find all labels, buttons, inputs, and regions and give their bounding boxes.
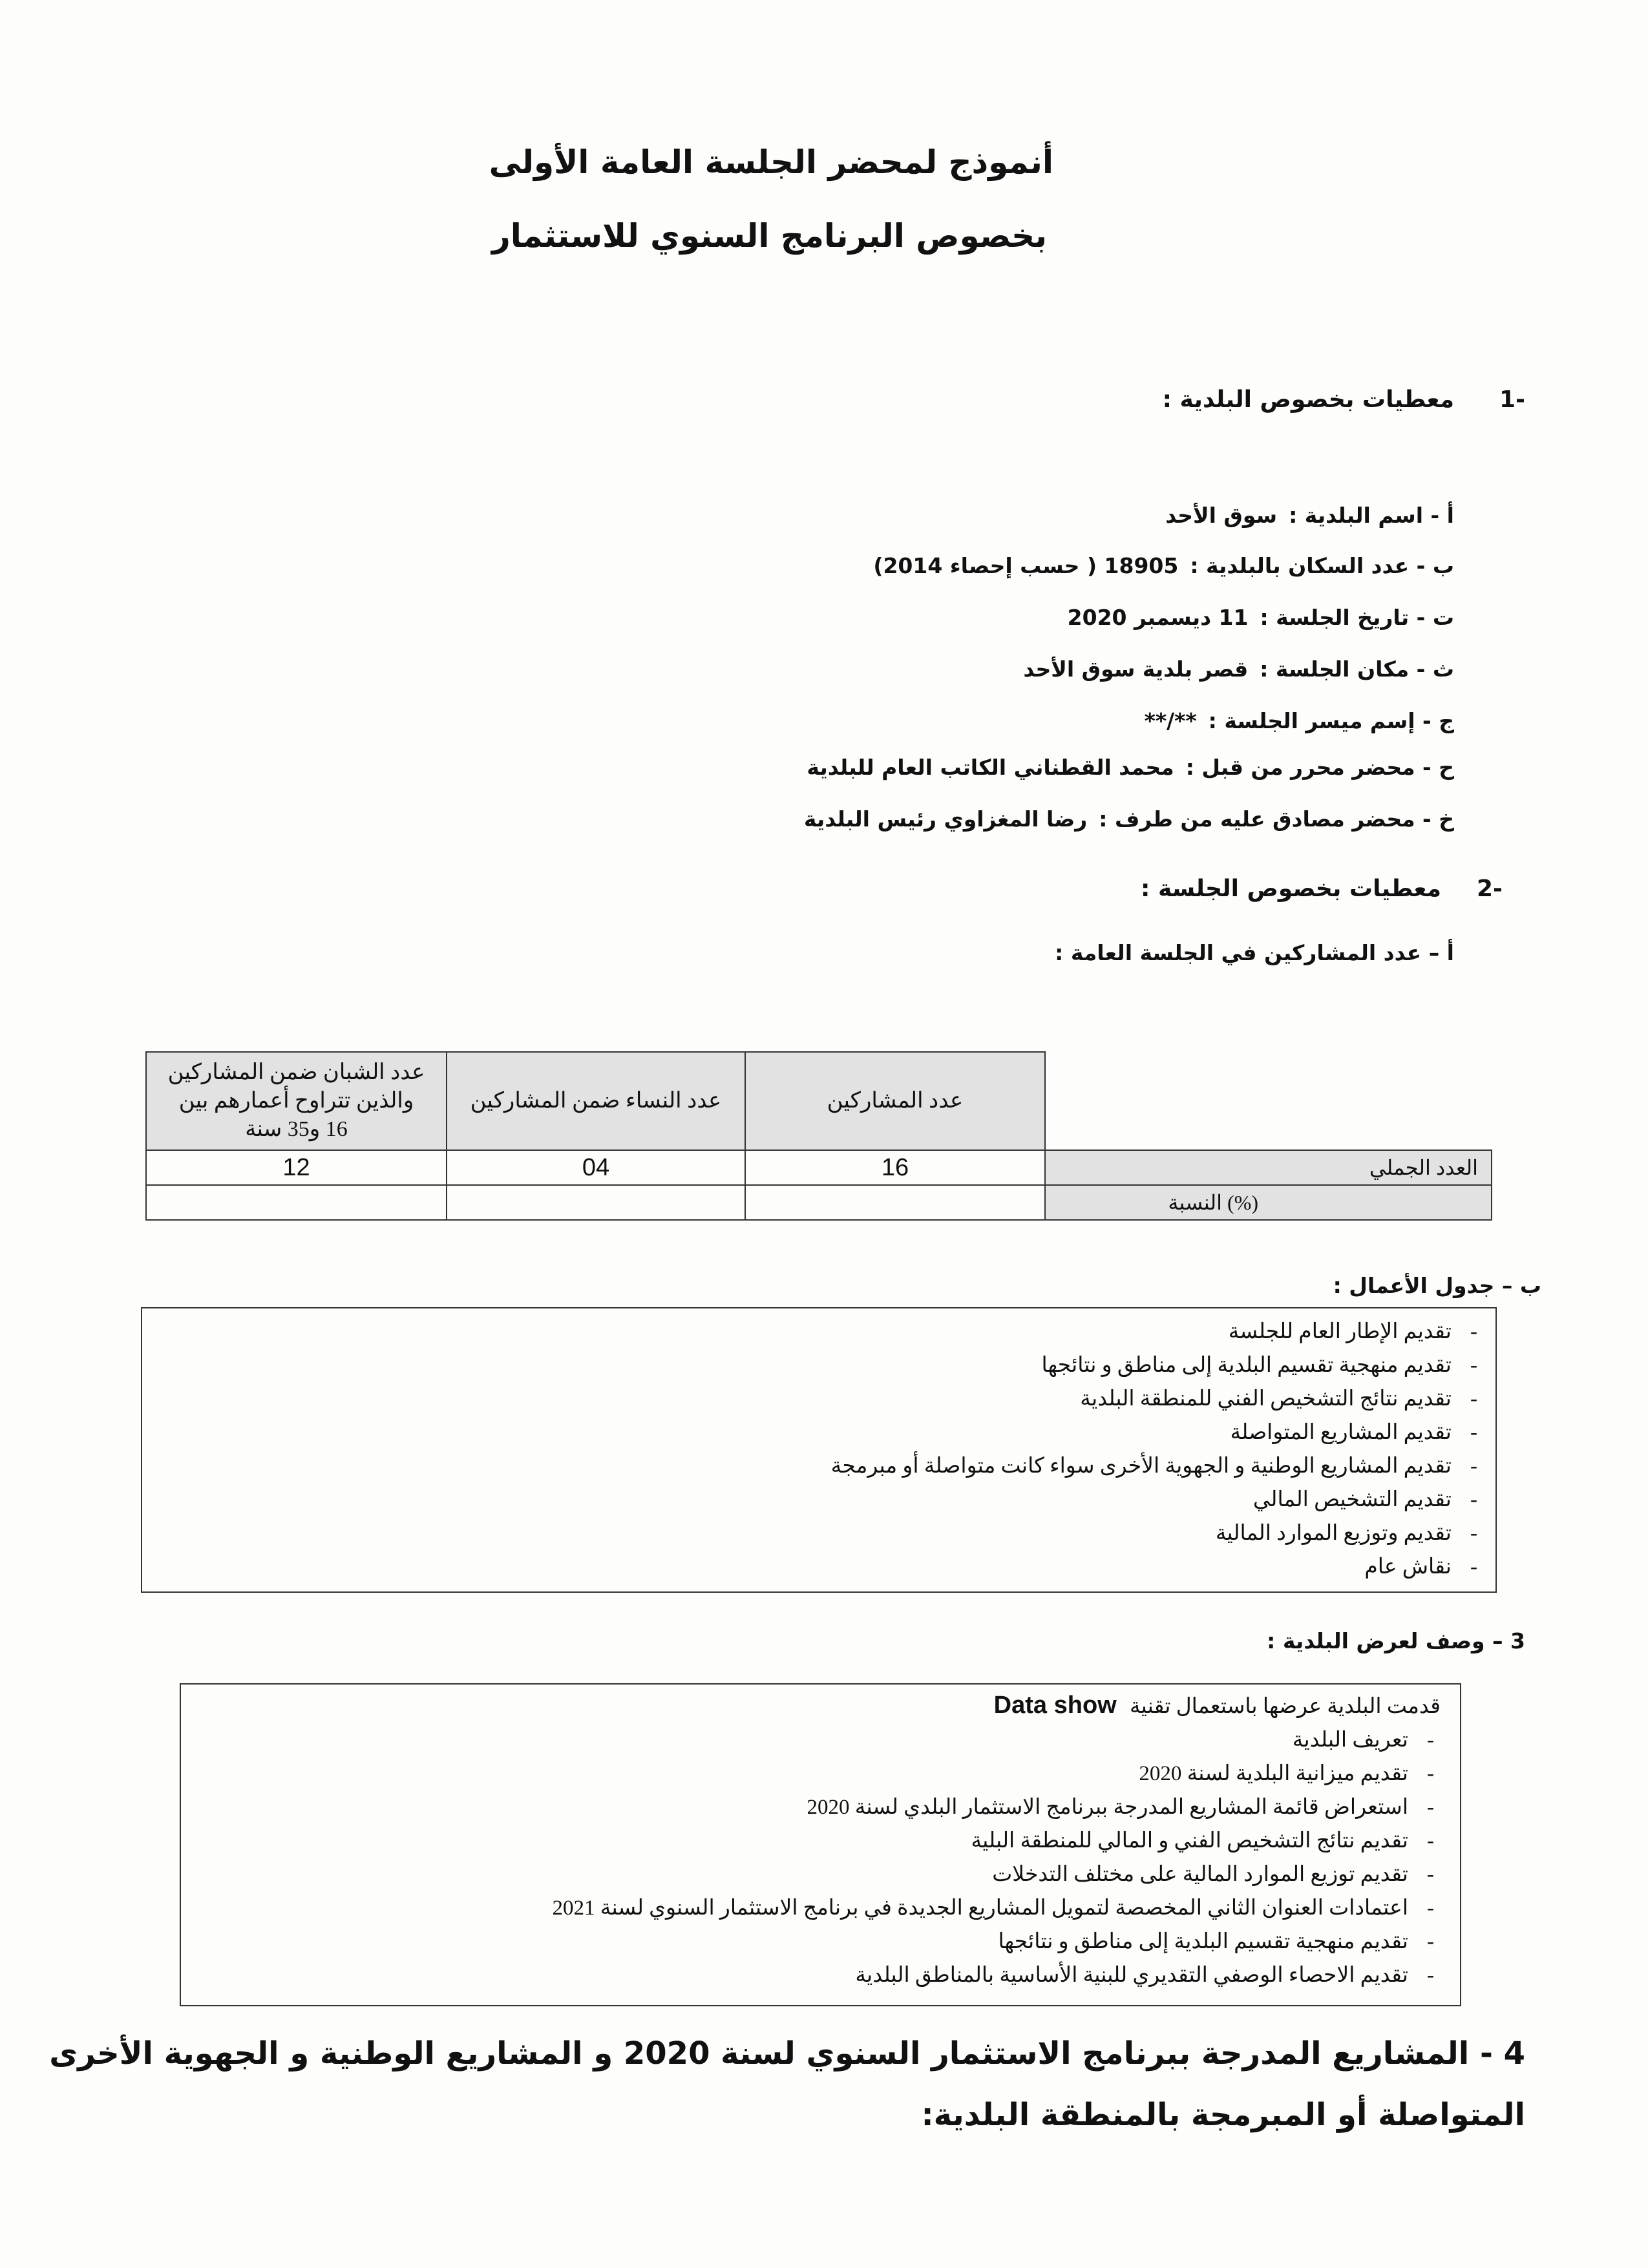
list-item: -تقديم ميزانية البلدية لسنة 2020 [1139,1762,1434,1785]
section2-number: -2 [1476,876,1503,902]
agenda-item-text: تقديم الإطار العام للجلسة [1228,1320,1452,1343]
info-value: قصر بلدية سوق الأحد [1023,656,1249,682]
info-written-by [807,755,1454,780]
agenda-item-text: نقاش عام [1364,1555,1452,1579]
section4-line1: 4 - المشاريع المدرجة ببرنامج الاستثمار السنوي لسنة 2020 و المشاريع الوطنية و الجهوية الأخرى [49,2035,1525,2072]
info-session-date [1068,605,1454,630]
agenda-item-text: تقديم نتائج التشخيص الفني للمنطقة البلدية [1080,1387,1452,1411]
info-session-place [1023,656,1454,682]
pct-youth [146,1185,447,1220]
section1-title: معطيات بخصوص البلدية : [1162,386,1454,413]
list-item: -تقديم منهجية تقسيم البلدية إلى مناطق و نتائجها [998,1930,1434,1953]
agenda-heading: ب – جدول الأعمال : [1333,1273,1541,1298]
list-item: -نقاش عام [1364,1555,1477,1579]
list-item: -تقديم المشاريع الوطنية و الجهوية الأخرى سواء كانت متواصلة أو مبرمجة [830,1454,1477,1478]
list-item: -تقديم نتائج التشخيص الفني و المالي للمنطقة البلية [971,1829,1434,1853]
table-row [146,1150,1492,1185]
info-label: خ - محضر مصادق عليه من طرف : [1099,806,1454,832]
list-item: -تقديم الاحصاء الوصفي التقديري للبنية الأساسية بالمناطق البلدية [855,1964,1434,1987]
section2-title: معطيات بخصوص الجلسة : [1141,876,1441,902]
header-youth [146,1052,447,1150]
info-municipality-name [1165,503,1454,528]
info-label: ح - محضر محرر من قبل : [1185,755,1454,780]
agenda-item-text: تقديم منهجية تقسيم البلدية إلى مناطق و نتائجها [1041,1354,1452,1377]
presentation-item-text: اعتمادات العنوان الثاني المخصصة لتمويل المشاريع الجديدة في برنامج الاستثمار السنوي لسنة 2021 [552,1896,1408,1920]
presentation-item-text: استعراض قائمة المشاريع المدرجة ببرنامج الاستثمار البلدي لسنة 2020 [807,1796,1408,1819]
info-value: رضا المغزاوي رئيس البلدية [803,806,1088,832]
header-blank [1045,1052,1492,1150]
info-population [873,553,1454,578]
presentation-item-text: تقديم توزيع الموارد المالية على مختلف التدخلات [992,1863,1408,1886]
list-item: -تقديم منهجية تقسيم البلدية إلى مناطق و نتائجها [1041,1354,1477,1377]
header-women-label: عدد النساء ضمن المشاركين [470,1088,722,1113]
info-label: ج - إسم ميسر الجلسة : [1208,708,1454,733]
presentation-item-text: تقديم الاحصاء الوصفي التقديري للبنية الأساسية بالمناطق البلدية [855,1964,1408,1987]
list-item: -تقديم الإطار العام للجلسة [1228,1320,1477,1343]
header-youth-line: والذين تتراوح أعمارهم بين [178,1088,414,1113]
info-value: **/** [1144,708,1197,733]
info-facilitator [1145,708,1454,733]
list-item: -استعراض قائمة المشاريع المدرجة ببرنامج الاستثمار البلدي لسنة 2020 [807,1796,1434,1819]
info-approved-by [804,806,1454,832]
presentation-item-text: تعريف البلدية [1292,1728,1408,1752]
info-value: سوق الأحد [1165,503,1278,528]
row-total-label: العدد الجملي [1045,1150,1492,1185]
presentation-item-text: تقديم نتائج التشخيص الفني و المالي للمنطقة البلية [971,1829,1408,1853]
info-value: 11 ديسمبر 2020 [1067,605,1249,630]
participants-heading: أ – عدد المشاركين في الجلسة العامة : [1055,940,1454,965]
list-item: -تقديم نتائج التشخيص الفني للمنطقة البلدية [1080,1387,1477,1411]
page-title-line1: أنموذج لمحضر الجلسة العامة الأولى [489,143,1053,181]
list-item: -تقديم وتوزيع الموارد المالية [1215,1522,1477,1545]
info-label: ث - مكان الجلسة : [1260,656,1454,682]
presentation-item-text: تقديم منهجية تقسيم البلدية إلى مناطق و نتائجها [998,1930,1408,1953]
presentation-intro [181,1688,1441,1723]
total-participants: 16 [745,1150,1045,1185]
total-women: 04 [447,1150,745,1185]
presentation-box [180,1683,1461,2006]
agenda-box [141,1307,1497,1593]
info-value: 18905 ( حسب إحصاء 2014) [873,553,1179,578]
header-youth-line: عدد الشبان ضمن المشاركين [167,1060,425,1084]
agenda-item-text: تقديم المشاريع المتواصلة [1230,1421,1452,1444]
list-item: -اعتمادات العنوان الثاني المخصصة لتمويل المشاريع الجديدة في برنامج الاستثمار السنوي لسنة 2021 [552,1896,1434,1920]
section1-number: -1 [1499,386,1525,413]
pct-women [447,1185,745,1220]
header-women [447,1052,745,1150]
list-item: -تعريف البلدية [1292,1728,1434,1752]
agenda-item-text: تقديم وتوزيع الموارد المالية [1215,1522,1452,1545]
page-title-line2: بخصوص البرنامج السنوي للاستثمار [491,217,1047,255]
row-pct-label: النسبة (%) [1045,1185,1492,1220]
table-header-row [146,1052,1492,1150]
section3-title: 3 – وصف لعرض البلدية : [1267,1628,1525,1654]
presentation-tech: Data show [993,1692,1117,1719]
info-value: محمد القطناني الكاتب العام للبلدية [807,755,1174,780]
list-item: -تقديم التشخيص المالي [1252,1488,1477,1511]
info-label: أ - اسم البلدية : [1289,503,1454,528]
section4-line2: المتواصلة أو المبرمجة بالمنطقة البلدية: [921,2097,1525,2133]
header-participants-label: عدد المشاركين [827,1088,964,1113]
info-label: ب - عدد السكان بالبلدية : [1190,553,1454,578]
presentation-intro-text: قدمت البلدية عرضها باستعمال تقنية [1129,1695,1441,1718]
participants-table [145,1051,1492,1221]
list-item: -تقديم المشاريع المتواصلة [1230,1421,1477,1444]
agenda-item-text: تقديم التشخيص المالي [1252,1488,1452,1511]
presentation-item-text: تقديم ميزانية البلدية لسنة 2020 [1139,1762,1408,1785]
header-youth-line: 16 و35 سنة [245,1117,348,1142]
header-participants [745,1052,1045,1150]
list-item: -تقديم توزيع الموارد المالية على مختلف التدخلات [992,1863,1434,1886]
total-youth: 12 [146,1150,447,1185]
pct-participants [745,1185,1045,1220]
agenda-item-text: تقديم المشاريع الوطنية و الجهوية الأخرى سواء كانت متواصلة أو مبرمجة [830,1454,1452,1478]
table-row [146,1185,1492,1220]
info-label: ت - تاريخ الجلسة : [1260,605,1454,630]
